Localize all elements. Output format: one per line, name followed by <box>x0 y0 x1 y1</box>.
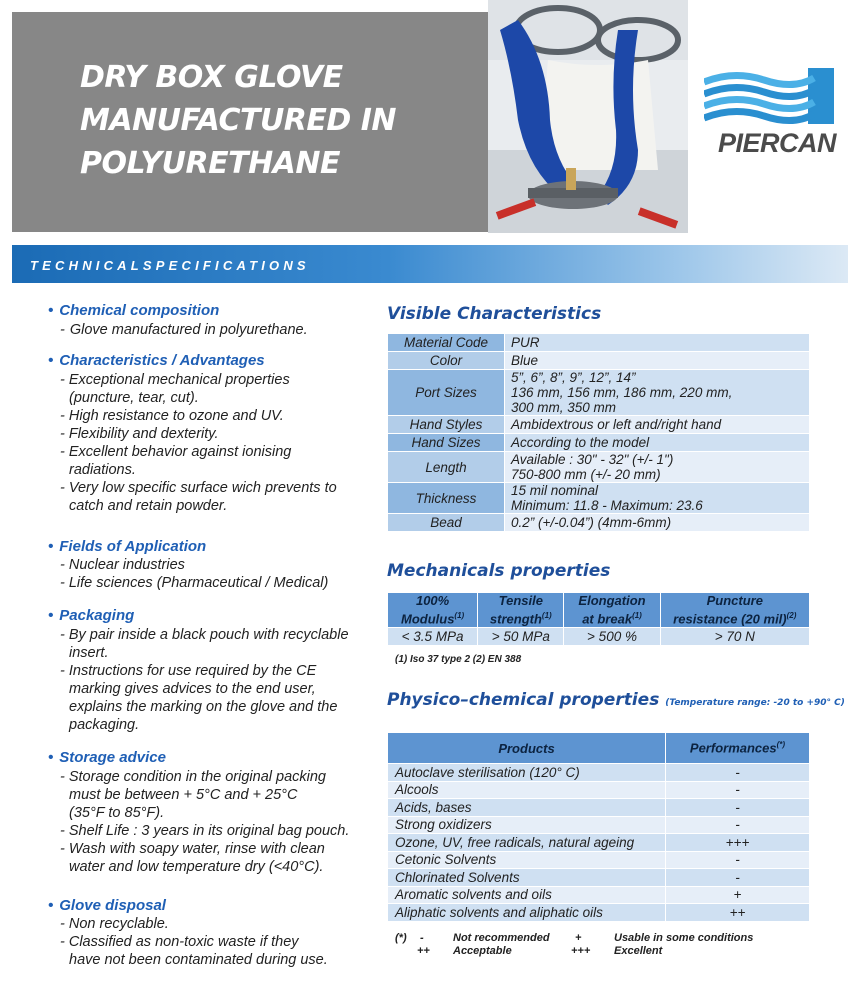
performance-cell: - <box>666 781 810 799</box>
product-cell: Aliphatic solvents and aliphatic oils <box>388 904 666 922</box>
legend-sym: + <box>575 932 582 944</box>
row-value: Blue <box>505 352 810 370</box>
list-line: water and low temperature dry (<40°C). <box>69 859 324 875</box>
performance-cell: ++ <box>666 904 810 922</box>
legend-text: Acceptable <box>453 945 512 957</box>
table-row <box>388 799 810 817</box>
list-line: marking gives advices to the end user, <box>69 681 316 697</box>
table-row <box>388 781 810 799</box>
list-line: have not been contaminated during use. <box>69 952 328 968</box>
section-title: Characteristics / Advantages <box>59 352 265 369</box>
performance-cell: - <box>666 851 810 869</box>
visible-table <box>387 333 810 532</box>
visible-title: Visible Characteristics <box>387 304 602 324</box>
table-row <box>388 628 810 646</box>
table-row <box>388 334 810 352</box>
table-row <box>388 764 810 782</box>
section-disposal: • Glove disposal <box>48 897 166 914</box>
section-fields: • Fields of Application <box>48 538 207 555</box>
col-products: Products <box>388 733 666 764</box>
table-row <box>388 370 810 416</box>
table-row <box>388 483 810 514</box>
section-title: Packaging <box>59 607 135 624</box>
list-line: - Wash with soapy water, rinse with clean <box>60 841 325 857</box>
row-label: Thickness <box>388 483 505 514</box>
column-header: Puncture resistance (20 mil)$^{(2)}$ <box>660 593 809 628</box>
page-title <box>80 56 500 185</box>
product-cell: Cetonic Solvents <box>388 851 666 869</box>
section-title: Storage advice <box>59 749 166 766</box>
section-characteristics: • Characteristics / Advantages <box>48 352 265 369</box>
table-row <box>388 869 810 887</box>
performance-cell: - <box>666 764 810 782</box>
product-cell: Alcools <box>388 781 666 799</box>
mechanical-title: Mechanicals properties <box>387 561 611 581</box>
legend <box>395 932 815 962</box>
legend-star: (*) <box>395 932 407 944</box>
mechanical-table <box>387 592 810 646</box>
row-label: Port Sizes <box>388 370 505 416</box>
row-label: Material Code <box>388 334 505 352</box>
list-line: insert. <box>69 645 109 661</box>
legend-sym: +++ <box>571 945 591 957</box>
column-header: Elongation at break$^{(1)}$ <box>564 593 660 628</box>
row-value: Available : 30" - 32" (+/- 1") 750-800 mm (+/- 20 mm) <box>505 452 810 483</box>
product-cell: Ozone, UV, free radicals, natural ageing <box>388 834 666 852</box>
table-row <box>388 886 810 904</box>
table-row <box>388 434 810 452</box>
row-value: 0.2” (+/-0.04”) (4mm-6mm) <box>505 514 810 532</box>
list-line: explains the marking on the glove and the <box>69 699 338 715</box>
section-storage: • Storage advice <box>48 749 166 766</box>
list-line: radiations. <box>69 462 136 478</box>
list-line: - Very low specific surface wich prevents to <box>60 480 337 496</box>
brand-name: PIERCAN <box>718 128 837 158</box>
title-line-2: MANUFACTURED IN <box>80 103 397 138</box>
banner-title: TECHNICALSPECIFICATIONS <box>30 258 310 273</box>
performance-cell: +++ <box>666 834 810 852</box>
table-row <box>388 851 810 869</box>
list-line: - By pair inside a black pouch with recyclable <box>60 627 349 643</box>
physico-subtitle: (Temperature range: -20 to +90° C) <box>665 698 845 708</box>
legend-text: Usable in some conditions <box>614 932 754 944</box>
section-title: Glove disposal <box>59 897 166 914</box>
row-label: Length <box>388 452 505 483</box>
legend-text: Excellent <box>614 945 663 957</box>
physico-title: Physico–chemical properties (Temperature range: -20 to +90° C) <box>387 690 845 710</box>
row-label: Color <box>388 352 505 370</box>
performance-cell: + <box>666 886 810 904</box>
product-cell: Autoclave sterilisation (120° C) <box>388 764 666 782</box>
performance-cell: - <box>666 799 810 817</box>
row-label: Bead <box>388 514 505 532</box>
row-value: PUR <box>505 334 810 352</box>
list-line: - Exceptional mechanical properties <box>60 372 290 388</box>
list-item: - Glove manufactured in polyurethane. <box>60 322 308 338</box>
list-line: must be between + 5°C and + 25°C <box>69 787 298 803</box>
title-line-1: DRY BOX GLOVE <box>80 60 343 95</box>
row-value: 5”, 6”, 8”, 9”, 12”, 14” 136 mm, 156 mm, 186 mm, 220 mm, 300 mm, 350 mm <box>505 370 810 416</box>
list-line: (35°F to 85°F). <box>69 805 165 821</box>
list-line: - Excellent behavior against ionising <box>60 444 292 460</box>
product-cell: Chlorinated Solvents <box>388 869 666 887</box>
list-line: packaging. <box>69 717 140 733</box>
list-line: - High resistance to ozone and UV. <box>60 408 284 424</box>
legend-text: Not recommended <box>453 932 550 944</box>
column-header: 100% Modulus$^{(1)}$ <box>388 593 478 628</box>
table-row <box>388 904 810 922</box>
section-packaging: • Packaging <box>48 607 135 624</box>
list-line: - Instructions for use required by the CE <box>60 663 317 679</box>
cell-value: > 70 N <box>660 628 809 646</box>
performance-cell: - <box>666 869 810 887</box>
list-line: - Shelf Life : 3 years in its original bag pouch. <box>60 823 350 839</box>
table-row <box>388 834 810 852</box>
legend-sym: ++ <box>417 945 430 957</box>
list-line: - Life sciences (Pharmaceutical / Medical) <box>60 575 329 591</box>
row-value: Ambidextrous or left and/right hand <box>505 416 810 434</box>
cell-value: > 500 % <box>564 628 660 646</box>
list-line: - Classified as non-toxic waste if they <box>60 934 299 950</box>
list-line: - Nuclear industries <box>60 557 185 573</box>
cell-value: < 3.5 MPa <box>388 628 478 646</box>
section-chemical: • Chemical composition <box>48 302 220 319</box>
row-value: According to the model <box>505 434 810 452</box>
table-row <box>388 352 810 370</box>
performance-cell: - <box>666 816 810 834</box>
product-cell: Aromatic solvents and oils <box>388 886 666 904</box>
table-row <box>388 416 810 434</box>
mechanical-note: (1) Iso 37 type 2 (2) EN 388 <box>395 654 522 665</box>
row-label: Hand Styles <box>388 416 505 434</box>
row-value: 15 mil nominal Minimum: 11.8 - Maximum: 23.6 <box>505 483 810 514</box>
table-row <box>388 452 810 483</box>
list-line: - Flexibility and dexterity. <box>60 426 219 442</box>
physico-table <box>387 732 810 922</box>
product-cell: Acids, bases <box>388 799 666 817</box>
row-label: Hand Sizes <box>388 434 505 452</box>
glove-photo <box>488 0 688 233</box>
cell-value: > 50 MPa <box>478 628 564 646</box>
section-title: Fields of Application <box>59 538 207 555</box>
table-row <box>388 816 810 834</box>
table-row <box>388 514 810 532</box>
list-line: (puncture, tear, cut). <box>69 390 199 406</box>
legend-sym: - <box>420 932 424 944</box>
title-line-3: POLYURETHANE <box>80 146 341 181</box>
section-title: Chemical composition <box>59 302 220 319</box>
column-header: Tensile strength$^{(1)}$ <box>478 593 564 628</box>
list-line: catch and retain powder. <box>69 498 228 514</box>
list-line: - Storage condition in the original packing <box>60 769 326 785</box>
list-line: - Non recyclable. <box>60 916 169 932</box>
product-cell: Strong oxidizers <box>388 816 666 834</box>
col-performances: Performances(*) <box>666 733 810 764</box>
